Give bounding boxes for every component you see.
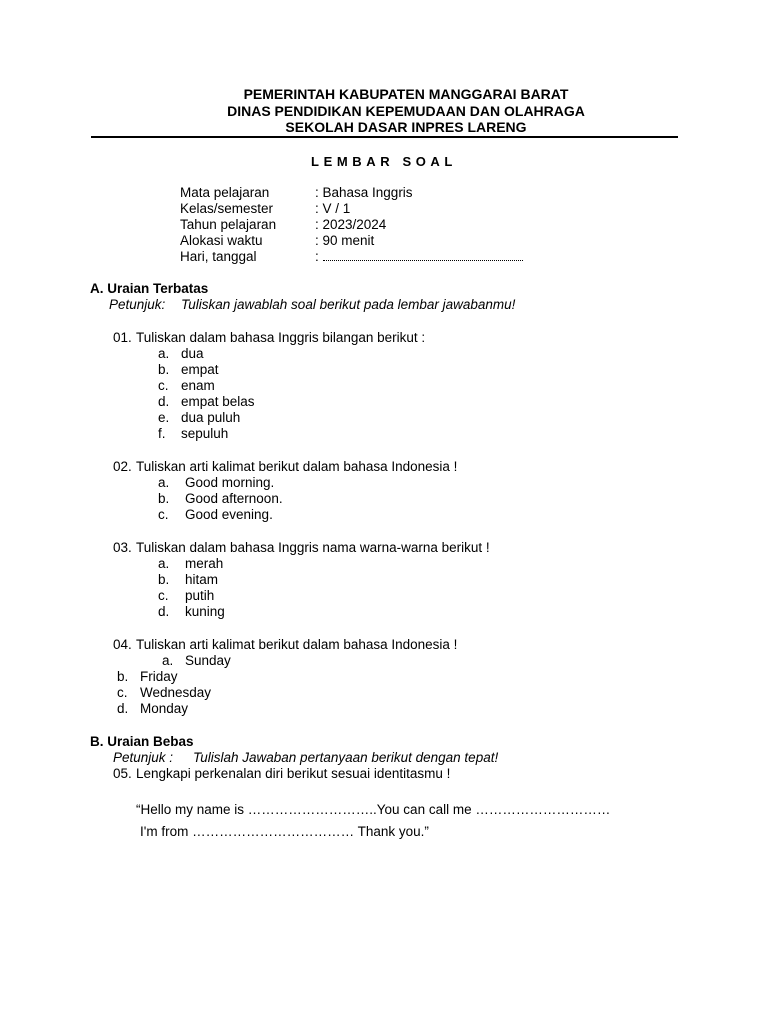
question-3-number: 03. — [113, 540, 132, 555]
document-title: LEMBAR SOAL — [311, 154, 457, 169]
header-department: DINAS PENDIDIKAN KEPEMUDAAN DAN OLAHRAGA — [227, 103, 585, 119]
question-3-text: Tuliskan dalam bahasa Inggris nama warna-warna berikut ! — [136, 540, 490, 555]
q1-item-a-letter: a. — [158, 346, 170, 361]
section-b-instruction-text: Tulislah Jawaban pertanyaan berikut dengan tepat! — [193, 750, 499, 765]
introduction-line-1: “Hello my name is ………………………..You can call me ………………………… — [136, 802, 611, 817]
q1-item-c-text: enam — [181, 378, 215, 393]
info-value-date — [315, 249, 523, 264]
q4-item-b-letter: b. — [117, 669, 129, 684]
q3-item-a-letter: a. — [158, 556, 170, 571]
q1-item-f-letter: f. — [158, 426, 166, 441]
q4-item-b-text: Friday — [140, 669, 178, 684]
q4-item-a-letter: a. — [162, 653, 174, 668]
section-a-instruction-text: Tuliskan jawablah soal berikut pada lembar jawabanmu! — [181, 297, 516, 312]
header-divider — [91, 136, 678, 138]
info-label-class: Kelas/semester — [180, 201, 274, 216]
section-b-title: B. Uraian Bebas — [90, 734, 194, 749]
question-2-number: 02. — [113, 459, 132, 474]
question-1-text: Tuliskan dalam bahasa Inggris bilangan berikut : — [136, 330, 426, 345]
q3-item-d-text: kuning — [185, 604, 225, 619]
info-value-subject: : Bahasa Inggris — [315, 185, 413, 200]
q3-item-a-text: merah — [185, 556, 224, 571]
question-4-text: Tuliskan arti kalimat berikut dalam bahasa Indonesia ! — [136, 637, 458, 652]
q2-item-a-letter: a. — [158, 475, 170, 490]
section-a-title: A. Uraian Terbatas — [90, 281, 209, 296]
info-label-subject: Mata pelajaran — [180, 185, 270, 200]
question-5-text: Lengkapi perkenalan diri berikut sesuai identitasmu ! — [136, 766, 451, 781]
q2-item-a-text: Good morning. — [185, 475, 275, 490]
question-1-number: 01. — [113, 330, 132, 345]
header-school: SEKOLAH DASAR INPRES LARENG — [285, 119, 527, 135]
q2-item-c-text: Good evening. — [185, 507, 273, 522]
question-2-text: Tuliskan arti kalimat berikut dalam bahasa Indonesia ! — [136, 459, 458, 474]
q4-item-c-text: Wednesday — [140, 685, 212, 700]
q3-item-c-text: putih — [185, 588, 215, 603]
section-a-instruction-label: Petunjuk: — [109, 297, 166, 312]
info-label-time: Alokasi waktu — [180, 233, 263, 248]
info-value-class: : V / 1 — [315, 201, 351, 216]
q1-item-d-letter: d. — [158, 394, 170, 409]
q3-item-b-letter: b. — [158, 572, 170, 587]
info-value-time: : 90 menit — [315, 233, 375, 248]
q3-item-c-letter: c. — [158, 588, 169, 603]
q3-item-b-text: hitam — [185, 572, 219, 587]
q2-item-c-letter: c. — [158, 507, 169, 522]
introduction-line-2: I'm from ……………………………… Thank you.” — [140, 824, 429, 839]
date-fill-line — [323, 250, 523, 261]
q4-item-a-text: Sunday — [185, 653, 231, 668]
q4-item-d-text: Monday — [140, 701, 189, 716]
section-b-instruction-label: Petunjuk : — [113, 750, 174, 765]
q2-item-b-text: Good afternoon. — [185, 491, 283, 506]
q4-item-d-letter: d. — [117, 701, 129, 716]
q2-item-b-letter: b. — [158, 491, 170, 506]
header-government: PEMERINTAH KABUPATEN MANGGARAI BARAT — [243, 86, 569, 102]
q4-item-c-letter: c. — [117, 685, 128, 700]
q1-item-a-text: dua — [181, 346, 204, 361]
q1-item-e-text: dua puluh — [181, 410, 241, 425]
q3-item-d-letter: d. — [158, 604, 170, 619]
q1-item-d-text: empat belas — [181, 394, 255, 409]
info-value-year: : 2023/2024 — [315, 217, 387, 232]
question-5-number: 05. — [113, 766, 132, 781]
info-label-year: Tahun pelajaran — [180, 217, 277, 232]
q1-item-b-letter: b. — [158, 362, 170, 377]
q1-item-e-letter: e. — [158, 410, 170, 425]
q1-item-f-text: sepuluh — [181, 426, 229, 441]
info-value-date-colon: : — [315, 249, 319, 264]
q1-item-c-letter: c. — [158, 378, 169, 393]
info-label-date: Hari, tanggal — [180, 249, 257, 264]
q1-item-b-text: empat — [181, 362, 219, 377]
question-4-number: 04. — [113, 637, 132, 652]
